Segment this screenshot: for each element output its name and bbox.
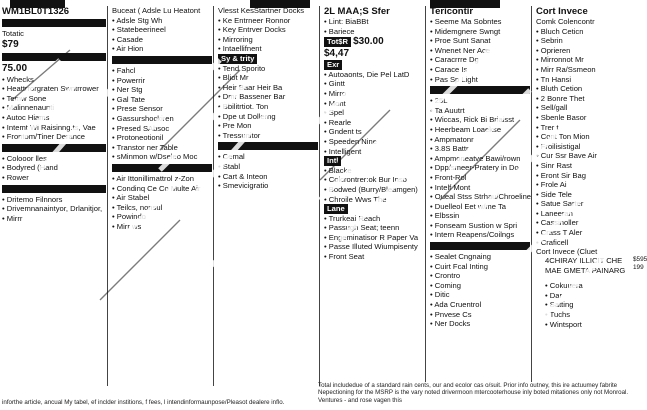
list-item: • Gassurshockiren: [112, 114, 212, 124]
price: $4,47: [324, 48, 350, 60]
list-item: • Heir Baar Heir Ba: [218, 83, 318, 93]
spec-line: • Wintsport: [545, 320, 625, 330]
list-item: • Condinq Ce Co Multe Air: [112, 184, 212, 194]
list-item: • Smevicigratio: [218, 181, 318, 191]
spec-line: 4CHIRAY ILLICIT CHE: [545, 256, 623, 265]
list-item: • Sinr Rast: [536, 161, 638, 171]
column-5-header: Tericontir: [430, 6, 474, 17]
list-item: • Chroile Wws The: [324, 195, 424, 205]
list-item: • Caracrrre Dg: [430, 55, 530, 65]
list-item: • Rower: [2, 173, 106, 183]
list-item: • Front Seat: [324, 252, 424, 262]
list-item: Comk Colencontr: [536, 17, 595, 26]
list-item: • Whecks: [2, 75, 106, 85]
list-item: • Cont Ton Mion: [536, 132, 638, 142]
list-item: • Air Stabel: [112, 193, 212, 203]
list-item: • Coming: [430, 281, 530, 291]
list-item: • Air Ittonillimattrol z-Zon: [112, 174, 212, 184]
list-item: • Pre Mon: [218, 121, 318, 131]
list-item: • Speeden Nine: [324, 137, 424, 147]
price: $30.00: [353, 36, 384, 48]
list-item: • Statebeerineel: [112, 25, 212, 35]
list-item: • 2 Bonre Thet: [536, 94, 638, 104]
redacted-block: [2, 144, 106, 152]
list-item: • Ampmoneatve Bawi/rown: [430, 154, 530, 164]
column-5: [428, 6, 532, 382]
list-item: • Cemal: [218, 152, 318, 162]
list-item: • Malinnenaunti: [2, 103, 106, 113]
list-item: • Stabl: [218, 162, 318, 172]
list-item: • Dpe ut Dollerng: [218, 112, 318, 122]
list-item: • Cart & Inteon: [218, 172, 318, 182]
list-item: • Intemt Wi Raisinng.ts, Vae: [2, 123, 106, 133]
list-item: • Heattrrorgraten Swntrrower: [2, 84, 106, 94]
list-item: • Bbilitrtiot. Ton: [218, 102, 318, 112]
list-item: • Casade: [112, 35, 212, 45]
redacted-block: [430, 86, 530, 94]
list-item: • Drivemnanaintyor, Drlanitjor,: [2, 204, 106, 214]
list-item: • Elbssin: [430, 211, 530, 221]
list-item: • Cur Ssr Bave Air: [536, 151, 638, 161]
list-item: • Rearle: [324, 118, 424, 128]
list-item: • Laneeran: [536, 209, 638, 219]
list-item: • Trer t: [536, 123, 638, 133]
list-item: • Tend Sporito: [218, 64, 318, 74]
list-item: • Mirronnot Mr: [536, 55, 638, 65]
list-item: • Eront Sir Bag: [536, 171, 638, 181]
list-item: • Dpp/smeer-Pratery in Do: [430, 163, 530, 173]
list-item: • Seeme Ma Sobntes: [430, 17, 530, 27]
list-item: • Mont: [324, 99, 424, 109]
column-1: [0, 6, 108, 386]
redacted-block: [218, 142, 318, 150]
list-item: • Bliot Mr: [218, 73, 318, 83]
price: 75.00: [2, 62, 28, 74]
spec-line: • Dar: [545, 291, 625, 301]
spec-mark-line: 199: [633, 263, 644, 271]
list-item: • Crontro: [430, 271, 530, 281]
spec-line: • Cokuuera: [545, 281, 625, 291]
list-item: • Bariece: [324, 27, 424, 37]
list-item: • Passugh Seat; teenn: [324, 223, 424, 233]
list-item: • Gintt: [324, 79, 424, 89]
list-item: • Frole Ai: [536, 180, 638, 190]
list-item: • Bluth Cetion: [536, 84, 638, 94]
list-item: • Intaellifnent: [218, 44, 318, 54]
list-item: • Cuirt Fcal Inting: [430, 262, 530, 272]
column-1-label: Totatic: [2, 29, 24, 38]
list-item: • Mirr ws: [112, 222, 212, 232]
column-divider: [213, 6, 214, 386]
list-item: • Mirro: [324, 89, 424, 99]
list-item: • Colcrontrer:ok Bur Inso: [324, 175, 424, 185]
list-item: • Colooor lles: [2, 154, 106, 164]
spec-line: • Tuchs: [545, 310, 625, 320]
list-item: • Fonseam Sustion w Spri: [430, 221, 530, 231]
list-item: • Froilisistigal: [536, 142, 638, 152]
list-item: • Gndent ts: [324, 127, 424, 137]
column-divider: [531, 6, 532, 382]
list-item: • Heerbeam Loaekse: [430, 125, 530, 135]
column-2: [110, 6, 214, 386]
spec-line: MAE GMETA PAINARG: [545, 265, 626, 275]
list-item: • Side Tele: [536, 190, 638, 200]
list-item: • Temw Sone: [2, 94, 106, 104]
list-item: • Prese Sensor: [112, 104, 212, 114]
spec-box: [545, 256, 647, 329]
list-item: • Presed SAbsoc: [112, 124, 212, 134]
list-item: • Passe Illuted Wiumpisenty: [324, 242, 424, 252]
list-item: • Front-Rol: [430, 173, 530, 183]
column-4: [322, 6, 426, 382]
redacted-block: [2, 185, 106, 193]
list-item: Buceat ( Adsle Lu Heatont: [112, 6, 201, 15]
list-item: • Pnvese Cs: [430, 310, 530, 320]
list-item: • Cassinoller: [536, 218, 638, 228]
list-item: • Oprieren: [536, 46, 638, 56]
redacted-block: [2, 19, 106, 27]
list-item: • Lint: BiaBBt: [324, 17, 424, 27]
redacted-block: [430, 242, 530, 250]
list-item: • Mirroring: [218, 35, 318, 45]
list-item: • Powindo: [112, 212, 212, 222]
list-item: • Ta Auutrt: [430, 106, 530, 116]
list-item: • Craficell: [536, 238, 638, 248]
list-item: • Bodwed (Burry/Bleamgen): [324, 185, 424, 195]
list-item: • Gal Tate: [112, 95, 212, 105]
list-item: • Bluch Ceticn: [536, 27, 638, 37]
list-item: • Air Hion: [112, 44, 212, 54]
list-item: • Engeminatisor R Paper Va: [324, 233, 424, 243]
list-item: • Blacke: [324, 166, 424, 176]
spec-mark: [633, 256, 647, 271]
list-item: • Protoneotionil: [112, 133, 212, 143]
list-item: • 3.8S Battr: [430, 144, 530, 154]
section-tag: Sy & trity: [218, 54, 257, 64]
column-3: [216, 6, 320, 386]
list-item: • Sell/gall: [536, 103, 638, 113]
list-item: • Adsle Stg Wh: [112, 16, 212, 26]
list-item: • Frontom/Tiner Derance: [2, 132, 106, 142]
list-item: • Sealet Cngnaing: [430, 252, 530, 262]
list-item: • Duelleol Eet w/me Ta: [430, 202, 530, 212]
column-divider: [319, 6, 320, 386]
list-item: • Mirrr: [2, 214, 106, 224]
list-item: • Transtor ner Table: [112, 143, 212, 153]
column-6: [534, 6, 640, 256]
list-item: • Fahcl: [112, 66, 212, 76]
list-item: • Sebrin: [536, 36, 638, 46]
list-item: • Spel: [324, 108, 424, 118]
list-item: • Tn Hansi: [536, 75, 638, 85]
list-item: • Key Entrver Docks: [218, 25, 318, 35]
list-item: • Trurkeai Reach: [324, 214, 424, 224]
list-item: • Intelligent: [324, 147, 424, 157]
spec-mark-line: $595: [633, 256, 647, 263]
list-item: • Proe Sunt Sanat: [430, 36, 530, 46]
list-item: • Tressunitor: [218, 131, 318, 141]
column-6-header: Cort Invece: [536, 6, 588, 17]
list-item: • Sbenle Basor: [536, 113, 638, 123]
list-item: • Wnenet Ner Ace: [430, 46, 530, 56]
list-item: • Ke Entrneer Ronnor: [218, 16, 318, 26]
column-divider: [425, 6, 426, 382]
list-item: Vlesst KesStartner Docks: [218, 6, 305, 15]
spec-line: • Satting: [545, 300, 625, 310]
list-item: • Powerrir: [112, 76, 212, 86]
footnote: Total includedue of a standard rain cents, our and ecolor cas o/suit. Prior info outney, this ire actuumey fabrite Nepectioning for the MSRP is the vary noted drivermoon mtercooterhouse inly boted mitationes only not Monroal. Ventures - and rose vagen this: [318, 382, 629, 404]
section-tag: Exr: [324, 60, 342, 70]
redacted-block: [112, 164, 212, 172]
bottom-note: inforthe article, ancual My tabel, ef inclder institions, f fees, l intendinformaunpose/Pleasot dealere inflo.: [2, 399, 285, 406]
list-item: • Intelf Mont: [430, 183, 530, 193]
list-item: • Teilcs, nonsul: [112, 203, 212, 213]
section-tag: Lane: [324, 204, 348, 214]
list-item: Cort Invece (Cluet: [536, 247, 598, 257]
list-item: • Autoaonts, Die Pel LatD: [324, 70, 424, 80]
list-item: • Ner Stg: [112, 85, 212, 95]
price: $79: [2, 38, 19, 50]
column-4-header: 2L MAA;S Sfer: [324, 6, 390, 17]
redacted-block: [2, 53, 106, 61]
list-item: • Midemgnere Swngt: [430, 27, 530, 37]
list-item: • Autoc Hiams: [2, 113, 106, 123]
list-item: • Dmr Bassener Bar: [218, 92, 318, 102]
list-item: • Carace Is: [430, 65, 530, 75]
list-item: • Ner Docks: [430, 319, 530, 329]
list-item: • Ada Cruentrol: [430, 300, 530, 310]
list-item: • Oueal Stss Strhau/Chroeline: [430, 192, 530, 202]
list-item: • Intern Reapens/Coilngs: [430, 230, 530, 240]
column-1-header: WM1BL0T1326: [2, 6, 70, 17]
list-item: • Bodyred (Hand: [2, 163, 106, 173]
list-item: • Satue Sarter: [536, 199, 638, 209]
list-item: • sMinmon w/Dseleo Moc: [112, 152, 212, 162]
price-tag: Tot$R: [324, 37, 351, 47]
list-item: • Dritemo Filnnors: [2, 195, 106, 205]
list-item: • Ditic: [430, 290, 530, 300]
list-item: • Ampmatonr: [430, 135, 530, 145]
section-tag: Intl: [324, 156, 341, 166]
redacted-block: [112, 56, 212, 64]
list-item: • Crass T Aler: [536, 228, 638, 238]
column-divider: [107, 6, 108, 386]
list-item: • Mirr Ra/Ssmeon: [536, 65, 638, 75]
list-item: • Wiccas, Rick Bi Briaisst: [430, 115, 530, 125]
list-item: • 25L: [430, 96, 530, 106]
list-item: • Pas Sp Light: [430, 75, 530, 85]
